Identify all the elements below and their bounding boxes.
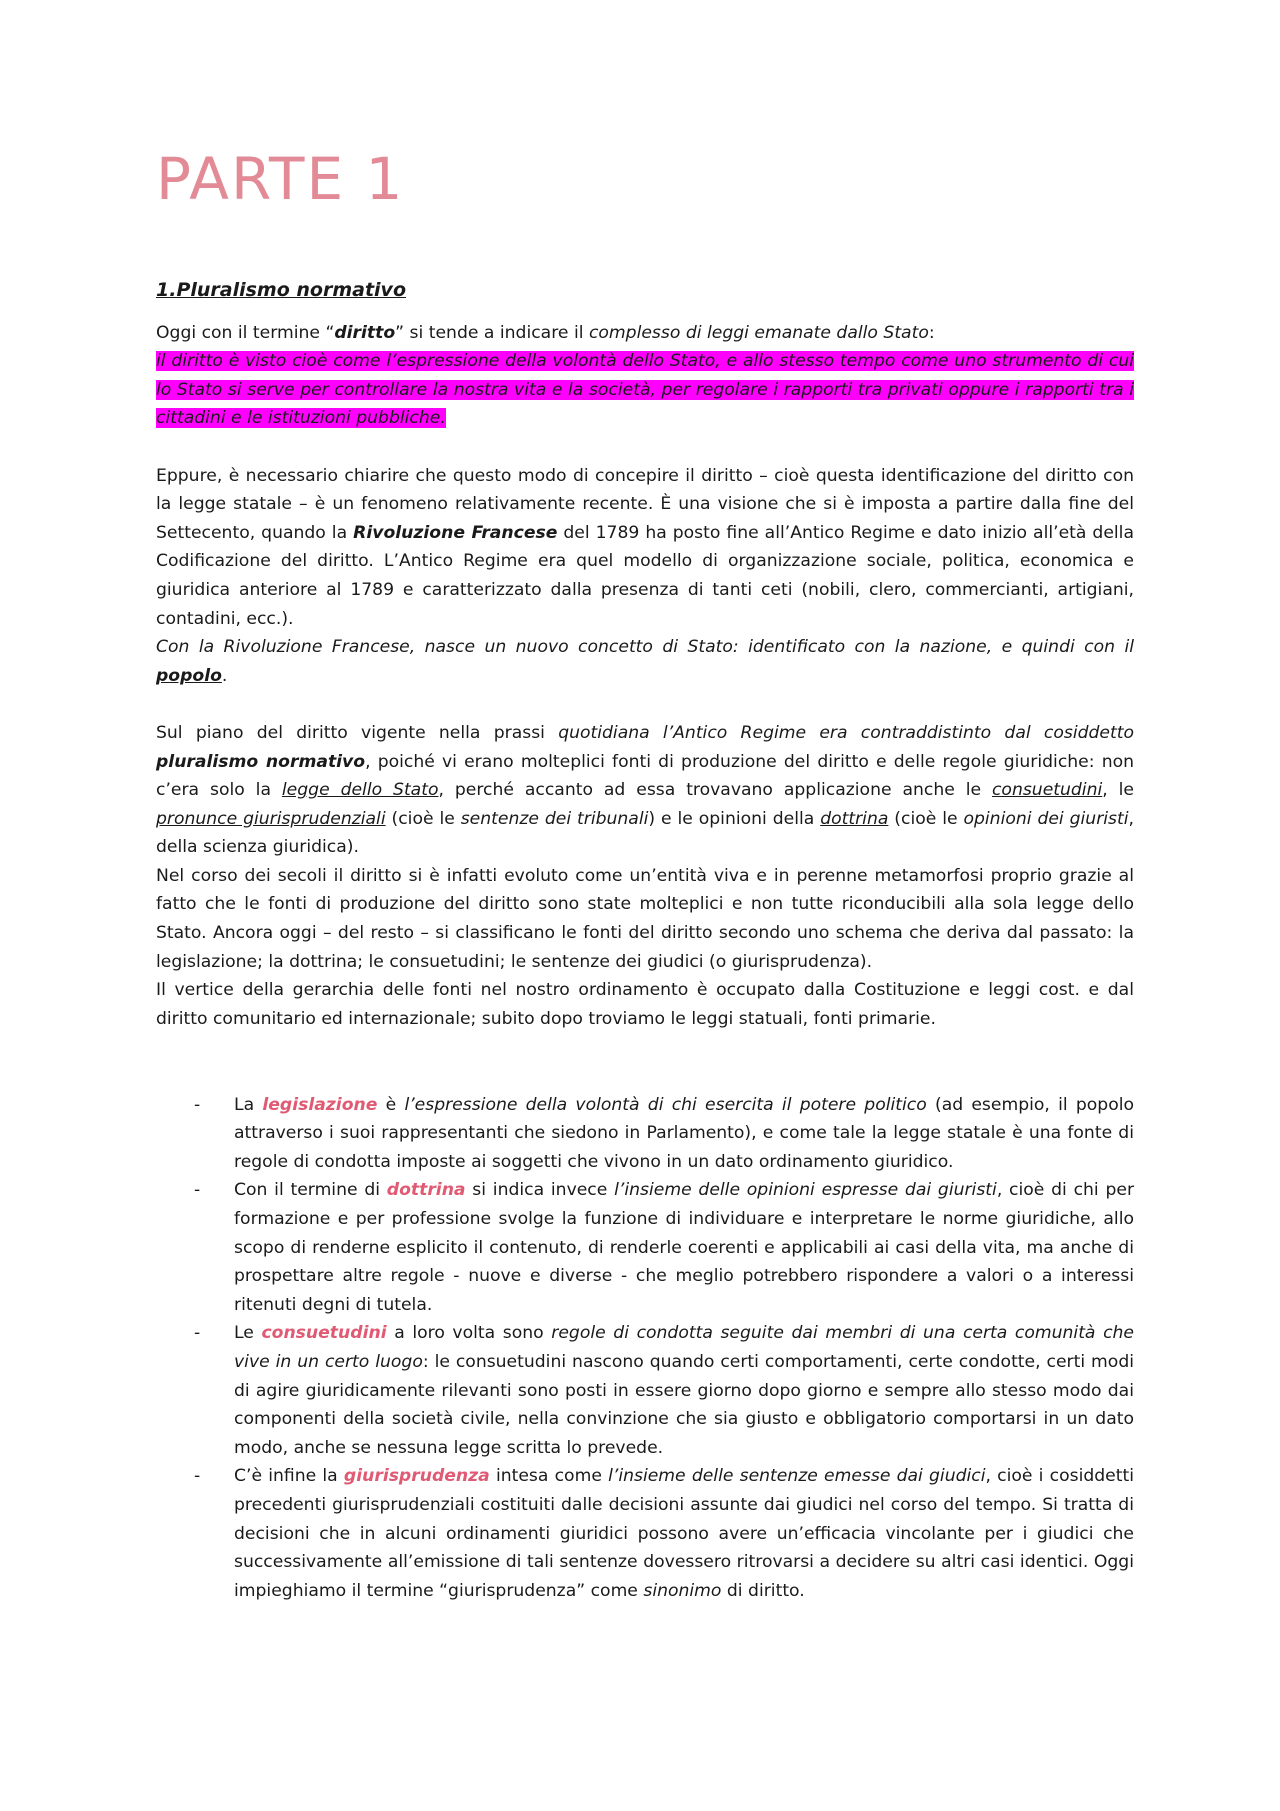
paragraph-emphasis: sentenze dei tribunali: [460, 808, 649, 829]
intro-text: :: [928, 322, 935, 343]
list-text: di diritto.: [721, 1580, 805, 1601]
dash-bullet: -: [194, 1466, 201, 1487]
list-text: è: [377, 1094, 405, 1115]
list-item-consuetudini: [194, 1319, 1134, 1462]
list-text: , cioè i cosiddetti precedenti giurisprudenziali costituiti dalle decisioni assunte dai giudici nel corso del tempo. Si tratta di decisioni che in alcuni ordinamenti giuridici possono avere un’efficacia vincolante per i giudici che successivamente all’emissione di tali sentenze dovessero ritrovarsi a decidere su altri casi identici. Oggi impieghiamo il termine “giurisprudenza” come: [234, 1466, 1134, 1601]
spacer: [156, 1033, 1134, 1062]
intro-text: Oggi con il termine “: [156, 322, 335, 343]
paragraph-emphasis: opinioni dei giuristi: [963, 808, 1129, 829]
paragraph-3b: Nel corso dei secoli il diritto si è infatti evoluto come un’entità viva e in perenne metamorfosi proprio grazie al fatto che le fonti di produzione del diritto sono state molteplici e non tutte riconducibili alla sola legge dello Stato. Ancora oggi – del resto – si classificano le fonti del diritto secondo uno schema che deriva dal passato: la legislazione; la dottrina; le consuetudini; le sentenze dei giudici (o giurisprudenza).: [156, 865, 1134, 972]
paragraph-3c: Il vertice della gerarchia delle fonti nel nostro ordinamento è occupato dalla Costituzione e leggi cost. e dal diritto comunitario ed internazionale; subito dopo troviamo le leggi statuali, fonti primarie.: [156, 980, 1134, 1029]
term-rivoluzione-francese: Rivoluzione Francese: [353, 522, 558, 543]
paragraph-text: Con la Rivoluzione Francese, nasce un nuovo concetto di Stato: identificato con la nazione, e quindi con il: [156, 637, 1134, 658]
dash-bullet: -: [194, 1323, 201, 1344]
section-heading: 1.Pluralismo normativo: [156, 279, 406, 301]
list-text: a loro volta sono: [386, 1323, 552, 1344]
paragraph-text: Eppure, è necessario chiarire che questo modo di concepire il diritto – cioè questa identificazione del diritto con la legge statale – è un fenomeno relativamente recente. È una visione che si è imposta a partire dalla fine del Settecento, quando la: [156, 465, 1134, 543]
paragraph-text: del 1789 ha posto fine all’Antico Regime e dato inizio all’età della Codificazione del diritto. L’Antico Regime era quel modello di organizzazione sociale, politica, economica e giuridica anteriore al 1789 e caratterizzato dalla presenza di tanti ceti (nobili, clero, commercianti, artigiani, contadini, ecc.).: [156, 522, 1134, 629]
list-emphasis: l’espressione della volontà di chi esercita il potere politico: [404, 1094, 927, 1115]
term-consuetudini-pink: consuetudini: [261, 1323, 387, 1344]
term-legge-dello-stato: legge dello Stato: [281, 780, 439, 801]
intro-text: ” si tende a indicare il: [395, 322, 589, 343]
spacer: [156, 690, 1134, 719]
paragraph-text: , della scienza giuridica).: [156, 808, 1134, 858]
dash-bullet: -: [194, 1094, 201, 1115]
paragraph-2b: [156, 633, 1134, 690]
list-text: Con il termine di: [234, 1180, 387, 1201]
term-giurisprudenza: giurisprudenza: [343, 1466, 490, 1487]
highlighted-text: il diritto è visto cioè come l’espressione della volontà dello Stato, e allo stesso tempo come uno strumento di cui lo Stato si serve per controllare la nostra vita e la società, per regolare i rapporti tra privati oppure i rapporti tra i cittadini e le istituzioni pubbliche.: [156, 351, 1134, 429]
paragraph-text: , poiché vi erano molteplici fonti di produzione del diritto e delle regole giuridiche: non c’era solo la: [156, 751, 1134, 801]
term-consuetudini: consuetudini: [991, 780, 1103, 801]
highlighted-paragraph: [156, 347, 1134, 433]
paragraph-2: [156, 462, 1134, 634]
list-text: si indica invece: [465, 1180, 615, 1201]
list-emphasis: l’insieme delle opinioni espresse dai giuristi: [614, 1180, 997, 1201]
term-pronunce-giurisprudenziali: pronunce giurisprudenziali: [156, 808, 386, 829]
list-emphasis: l’insieme delle sentenze emesse dai giudici: [608, 1466, 986, 1487]
term-dottrina: dottrina: [820, 808, 889, 829]
term-legislazione: legislazione: [262, 1094, 378, 1115]
term-diritto: diritto: [334, 322, 396, 343]
list-emphasis: regole di condotta seguite dai membri di una certa comunità che vive in un certo luogo: [234, 1323, 1134, 1372]
sources-list: [156, 1091, 1134, 1606]
paragraph-text: Sul piano del diritto vigente nella prassi: [156, 722, 559, 743]
list-text: , cioè di chi per formazione e per professione svolge la funzione di individuare e interpretare le norme giuridiche, allo scopo di renderne esplicito il contenuto, di renderle coerenti e applicabili ai casi della vita, ma anche di prospettare altre regole - nuove e diverse - che meglio potrebbero rispondere a valori o a interessi ritenuti degni di tutela.: [234, 1180, 1135, 1315]
term-popolo: popolo: [156, 665, 222, 686]
list-item-legislazione: [194, 1091, 1134, 1177]
list-text: : le consuetudini nascono quando certi comportamenti, certe condotte, certi modi di agire giuridicamente rilevanti sono posti in essere giorno dopo giorno e sempre allo stesso modo dai componenti della società civile, nella convinzione che sia giusto e obbligatorio comportarsi in un dato modo, anche se nessuna legge scritta lo prevede.: [234, 1351, 1134, 1458]
paragraph-text: , le: [1102, 780, 1134, 801]
spacer: [156, 1062, 1134, 1091]
paragraph-3: [156, 719, 1134, 862]
page-title: PARTE 1: [156, 145, 405, 213]
document-body: [156, 276, 1134, 1605]
list-item-giurisprudenza: [194, 1462, 1134, 1605]
list-item-dottrina: [194, 1176, 1135, 1319]
list-emphasis: sinonimo: [643, 1580, 722, 1601]
intro-emphasis: complesso di leggi emanate dallo Stato: [588, 322, 929, 343]
list-text: intesa come: [489, 1466, 609, 1487]
paragraph-emphasis: quotidiana l’Antico Regime era contraddistinto dal cosiddetto: [558, 722, 1134, 743]
dash-bullet: -: [194, 1180, 201, 1201]
paragraph-text: (cioè le: [888, 808, 964, 829]
spacer: [156, 433, 1134, 462]
term-dottrina-pink: dottrina: [386, 1180, 466, 1201]
term-pluralismo-normativo: pluralismo normativo: [156, 751, 366, 772]
list-text: C’è infine la: [234, 1466, 344, 1487]
intro-paragraph: [156, 319, 1134, 348]
paragraph-text: .: [221, 665, 228, 686]
paragraph-text: ) e le opinioni della: [648, 808, 821, 829]
list-text: (ad esempio, il popolo attraverso i suoi rappresentanti che siedono in Parlamento), e come tale la legge statale è una fonte di regole di condotta imposte ai soggetti che vivono in un dato ordinamento giuridico.: [234, 1094, 1134, 1172]
list-text: La: [234, 1094, 263, 1115]
paragraph-text: (cioè le: [385, 808, 461, 829]
list-text: Le: [234, 1323, 262, 1344]
paragraph-text: , perché accanto ad essa trovavano applicazione anche le: [438, 780, 992, 801]
